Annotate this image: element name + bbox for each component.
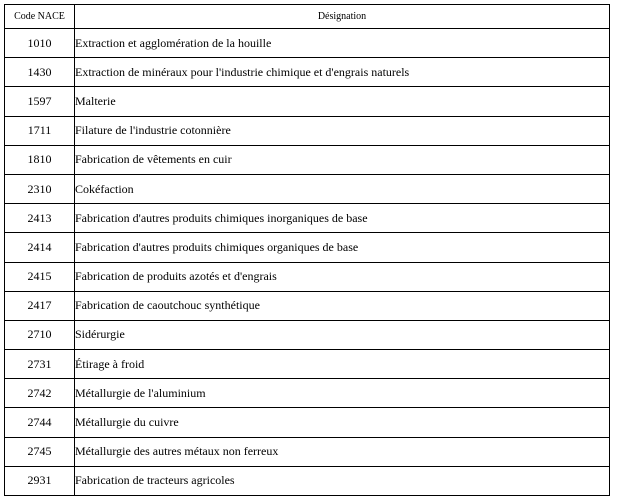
nace-code-cell: 1010 xyxy=(5,29,75,58)
nace-code-cell: 1430 xyxy=(5,58,75,87)
table-row xyxy=(5,174,610,203)
table-row xyxy=(5,466,610,495)
designation-cell: Fabrication d'autres produits chimiques inorganiques de base xyxy=(75,204,610,233)
table-row xyxy=(5,350,610,379)
header-row xyxy=(5,5,610,29)
nace-code-cell: 1810 xyxy=(5,145,75,174)
header-code: Code NACE xyxy=(5,5,75,29)
nace-code-cell: 2742 xyxy=(5,379,75,408)
designation-cell: Fabrication de produits azotés et d'engrais xyxy=(75,262,610,291)
table-row xyxy=(5,262,610,291)
designation-cell: Fabrication de tracteurs agricoles xyxy=(75,466,610,495)
nace-table xyxy=(4,4,610,496)
table-row xyxy=(5,145,610,174)
table-row xyxy=(5,58,610,87)
designation-cell: Fabrication de vêtements en cuir xyxy=(75,145,610,174)
nace-code-cell: 2414 xyxy=(5,233,75,262)
designation-cell: Fabrication de caoutchouc synthétique xyxy=(75,291,610,320)
table-row xyxy=(5,29,610,58)
nace-code-cell: 2310 xyxy=(5,174,75,203)
designation-cell: Cokéfaction xyxy=(75,174,610,203)
nace-code-cell: 2744 xyxy=(5,408,75,437)
nace-code-cell: 1711 xyxy=(5,116,75,145)
table-row xyxy=(5,204,610,233)
designation-cell: Filature de l'industrie cotonnière xyxy=(75,116,610,145)
designation-cell: Sidérurgie xyxy=(75,320,610,349)
designation-cell: Extraction et agglomération de la houille xyxy=(75,29,610,58)
nace-code-cell: 2931 xyxy=(5,466,75,495)
nace-code-cell: 2413 xyxy=(5,204,75,233)
table-row xyxy=(5,379,610,408)
nace-code-cell: 2731 xyxy=(5,350,75,379)
table-row xyxy=(5,116,610,145)
nace-code-cell: 2415 xyxy=(5,262,75,291)
nace-code-cell: 2710 xyxy=(5,320,75,349)
designation-cell: Extraction de minéraux pour l'industrie chimique et d'engrais naturels xyxy=(75,58,610,87)
designation-cell: Malterie xyxy=(75,87,610,116)
table-body xyxy=(5,29,610,496)
designation-cell: Métallurgie des autres métaux non ferreux xyxy=(75,437,610,466)
table-row xyxy=(5,233,610,262)
table-row xyxy=(5,408,610,437)
nace-code-cell: 2417 xyxy=(5,291,75,320)
nace-code-cell: 2745 xyxy=(5,437,75,466)
designation-cell: Métallurgie du cuivre xyxy=(75,408,610,437)
table-row xyxy=(5,320,610,349)
table-row xyxy=(5,87,610,116)
designation-cell: Étirage à froid xyxy=(75,350,610,379)
table-header xyxy=(5,5,610,29)
designation-cell: Fabrication d'autres produits chimiques organiques de base xyxy=(75,233,610,262)
header-designation: Désignation xyxy=(75,5,610,29)
table-row xyxy=(5,437,610,466)
designation-cell: Métallurgie de l'aluminium xyxy=(75,379,610,408)
nace-code-cell: 1597 xyxy=(5,87,75,116)
table-row xyxy=(5,291,610,320)
